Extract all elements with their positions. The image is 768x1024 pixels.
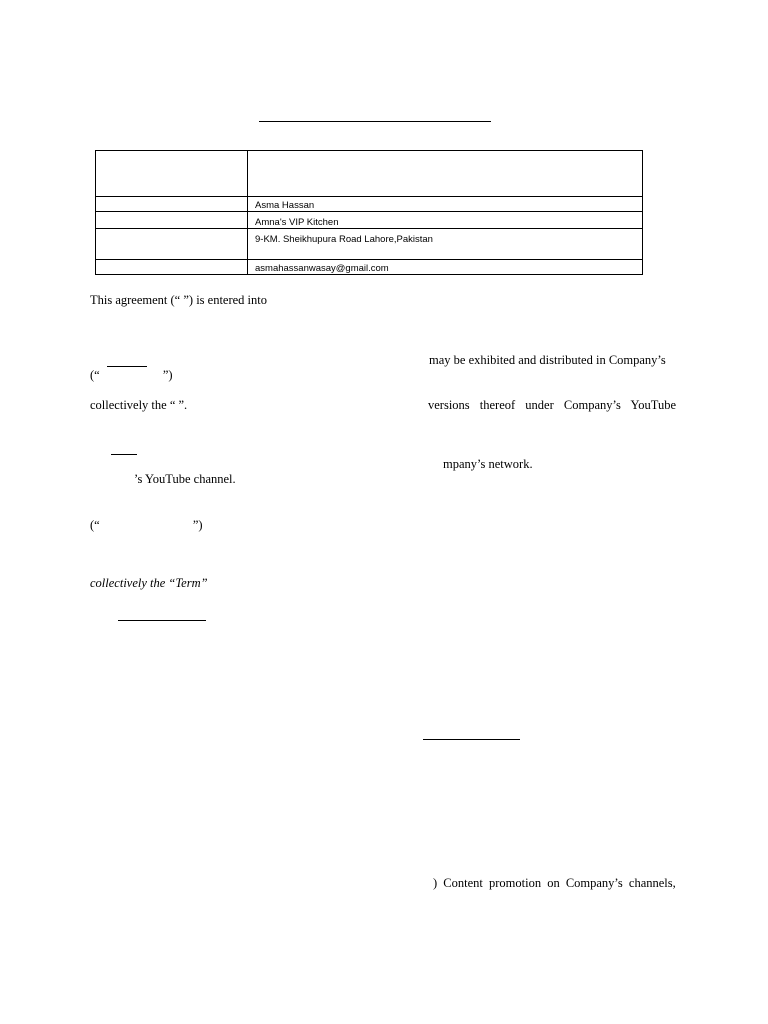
- title-underline: [259, 121, 491, 122]
- paragraph-3-right: mpany’s network.: [443, 457, 533, 471]
- table-row: [96, 212, 643, 229]
- paragraph-5-right: ) Content promotion on Company’s channels,: [433, 876, 676, 890]
- paragraph-3-left: ’s YouTube channel.: [134, 472, 236, 486]
- table-value-cell: [248, 151, 643, 197]
- table-label-cell: [96, 197, 248, 212]
- owner-name-cell: Asma Hassan: [248, 197, 643, 212]
- term-definition: collectively the “Term”: [90, 576, 208, 590]
- paragraph-2-right: versions thereof under Company’s YouTube: [428, 398, 677, 412]
- table-row: [96, 229, 643, 260]
- underline-4: [423, 739, 520, 740]
- underline-3: [118, 620, 206, 621]
- table-row: [96, 260, 643, 275]
- table-label-cell: [96, 212, 248, 229]
- info-table: [95, 150, 643, 275]
- underline-1: [107, 366, 147, 367]
- table-label-cell: [96, 260, 248, 275]
- table-row: [96, 197, 643, 212]
- channel-name-cell: Amna's VIP Kitchen: [248, 212, 643, 229]
- paragraph-2-left: collectively the “ ”.: [90, 398, 188, 412]
- email-cell: asmahassanwasay@gmail.com: [248, 260, 643, 275]
- paragraph-1-right: may be exhibited and distributed in Company’s: [429, 353, 666, 367]
- table-label-cell: [96, 151, 248, 197]
- underline-2: [111, 454, 137, 455]
- table-row: [96, 151, 643, 197]
- paragraph-4: (“ ”): [90, 518, 203, 532]
- paragraph-1-left: (“ ”): [90, 368, 173, 382]
- address-cell: 9-KM. Sheikhupura Road Lahore,Pakistan: [248, 229, 643, 260]
- table-label-cell: [96, 229, 248, 260]
- agreement-intro: This agreement (“ ”) is entered into: [90, 293, 268, 307]
